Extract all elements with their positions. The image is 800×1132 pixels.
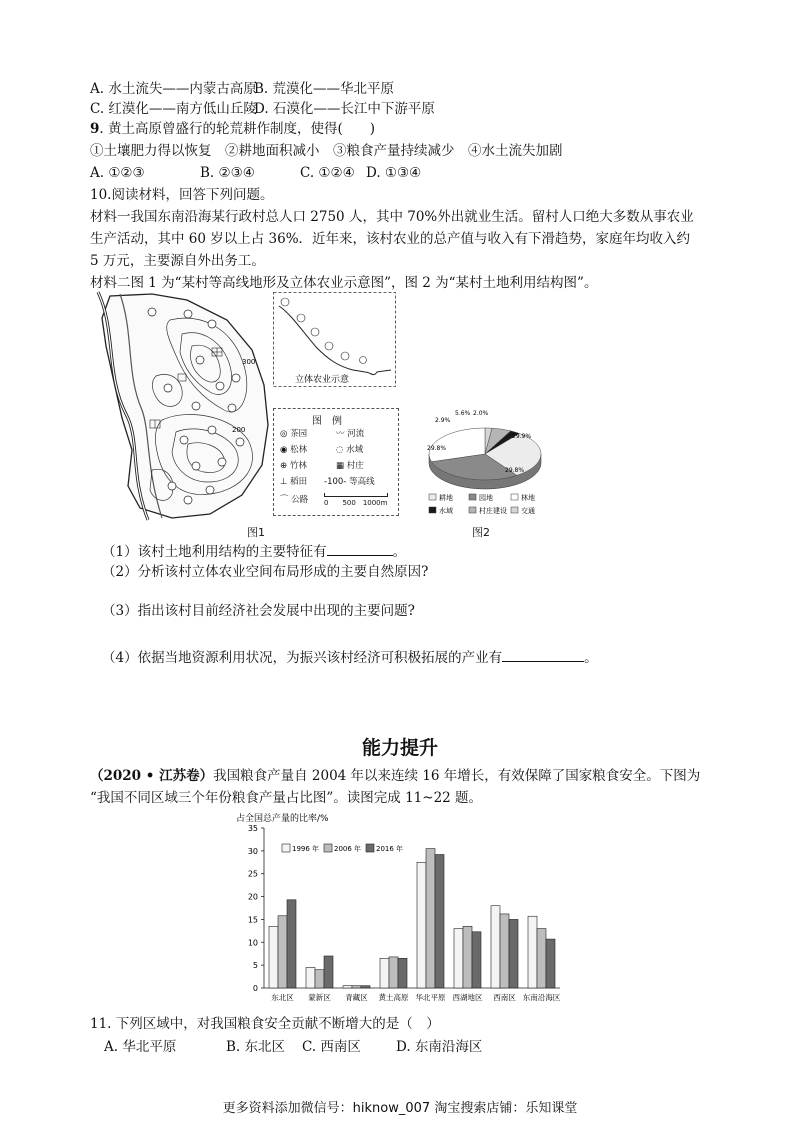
bar-0-0 bbox=[269, 926, 278, 988]
q11-option-a: A. 华北平原 bbox=[104, 1039, 177, 1055]
legend-item-paddy: ⊥ 稻田 bbox=[280, 477, 308, 487]
tea-garden-icon: ◎ bbox=[280, 429, 288, 439]
bamboo-icon: ⊕ bbox=[280, 461, 288, 471]
q8-option-d: D. 石漠化——长江中下游平原 bbox=[254, 101, 435, 117]
pie-legend bbox=[429, 493, 535, 515]
figure1-inset-3d-agriculture bbox=[273, 292, 396, 387]
q9-stem-text: . 黄土高原曾盛行的轮荒耕作制度，使得( ) bbox=[99, 121, 376, 137]
paddy-icon: ⊥ bbox=[280, 477, 288, 487]
pie-legend-swatch-2 bbox=[511, 494, 518, 500]
q8-option-a: A. 水土流失——内蒙古高原 bbox=[90, 81, 257, 97]
q10-sub4-text: （4）依据当地资源利用状况，为振兴该村经济可积极拓展的产业有 bbox=[102, 650, 503, 666]
contour-label-300: 300 bbox=[242, 358, 256, 366]
bar-0-2 bbox=[287, 900, 296, 988]
legend-item-bamboo: ⊕ 竹林 bbox=[280, 461, 307, 471]
q9-option-b: B. ②③④ bbox=[200, 165, 255, 181]
pie-legend-label-0: 耕地 bbox=[439, 494, 453, 502]
q11-stem: 11. 下列区域中，对我国粮食安全贡献不断增大的是（ ） bbox=[90, 1016, 440, 1032]
bar-3-1 bbox=[389, 957, 398, 988]
pie-value-label-0: 29.9% bbox=[512, 433, 532, 440]
water-icon: ◌ bbox=[336, 445, 344, 455]
legend-item-water: ◌ 水域 bbox=[336, 445, 364, 455]
legend-item-road: ⌒ 公路 bbox=[280, 495, 309, 505]
intro-source: （2020 • 江苏卷） bbox=[90, 768, 214, 784]
legend-swatch-2 bbox=[366, 844, 374, 852]
pie-value-label-3: 2.9% bbox=[435, 417, 451, 424]
pie-value-label-2: 29.8% bbox=[427, 445, 447, 452]
pie-legend-label-4: 村庄建设 bbox=[479, 507, 507, 515]
y-tick-label-7: 35 bbox=[247, 824, 258, 833]
legend-item-contour: -100- 等高线 bbox=[324, 477, 375, 487]
y-tick-label-6: 30 bbox=[247, 846, 258, 856]
bar-1-2 bbox=[324, 956, 333, 988]
bar-7-2 bbox=[546, 939, 555, 988]
bar-4-2 bbox=[435, 855, 444, 988]
village-boundary bbox=[102, 294, 268, 518]
bar-3-0 bbox=[380, 958, 389, 988]
answer-blank-1[interactable] bbox=[327, 541, 393, 556]
legend-item-pine: ◉ 松林 bbox=[280, 445, 308, 455]
x-tick-label-4: 华北平原 bbox=[415, 993, 446, 1002]
q10-sub1-text: （1）该村土地利用结构的主要特征有 bbox=[102, 544, 327, 560]
intro-text-1: 我国粮食产量自 2004 年以来连续 16 年增长，有效保障了国家粮食安全。下图为 bbox=[213, 768, 701, 784]
q8-option-c: C. 红漠化——南方低山丘陵 bbox=[90, 101, 257, 117]
q10-stem: 10.阅读材料，回答下列问题。 bbox=[90, 187, 274, 203]
river-icon: 〰 bbox=[336, 429, 345, 439]
legend-title: 图 例 bbox=[312, 416, 342, 427]
contour-sample: -100- bbox=[324, 477, 347, 487]
section-intro-line1 bbox=[90, 767, 700, 785]
q9-number: 9 bbox=[90, 121, 100, 137]
q9-option-d: D. ①③④ bbox=[366, 165, 422, 181]
q10-sub1 bbox=[102, 541, 406, 561]
figure2-caption: 图2 bbox=[472, 526, 490, 539]
page-footer: 更多资料添加微信号：hiknow_007 淘宝搜索店铺：乐知课堂 bbox=[222, 1101, 578, 1116]
figure1-legend bbox=[273, 408, 399, 516]
bar-3-2 bbox=[398, 958, 407, 988]
bar-4-1 bbox=[426, 849, 435, 988]
y-tick-label-3: 15 bbox=[247, 915, 258, 925]
chart-y-label: 占全国总产量的比率/% bbox=[236, 814, 329, 824]
x-tick-label-6: 西南区 bbox=[493, 993, 516, 1002]
q9-option-c: C. ①②④ bbox=[300, 165, 355, 181]
legend-item-tea: ◎ 茶园 bbox=[280, 429, 308, 439]
bar-7-0 bbox=[528, 916, 537, 988]
x-tick-label-3: 黄土高原 bbox=[378, 993, 409, 1002]
contour-label-200: 200 bbox=[232, 426, 246, 434]
pie-legend-label-3: 水域 bbox=[439, 507, 453, 515]
pie-legend-label-1: 园地 bbox=[479, 494, 493, 502]
pine-icon: ◉ bbox=[280, 445, 288, 455]
section-intro-line2: “我国不同区域三个年份粮食产量占比图”。读图完成 11~22 题。 bbox=[90, 790, 483, 806]
grain-bar-chart bbox=[232, 810, 572, 1010]
legend-label-1: 2006 年 bbox=[334, 845, 362, 853]
q10-sub2: （2）分析该村立体农业空间布局形成的主要自然原因? bbox=[102, 564, 429, 580]
pie-legend-swatch-3 bbox=[429, 507, 436, 513]
bar-5-0 bbox=[454, 929, 463, 988]
legend-scale-bar bbox=[324, 493, 388, 508]
pie-value-label-1: 29.8% bbox=[505, 467, 525, 474]
bar-1-1 bbox=[315, 970, 324, 988]
bar-6-0 bbox=[491, 906, 500, 988]
legend-swatch-0 bbox=[282, 844, 290, 852]
inset-slope bbox=[279, 306, 391, 375]
x-tick-label-2: 青藏区 bbox=[345, 993, 368, 1002]
pie-legend-swatch-4 bbox=[469, 507, 476, 513]
inset-label: 立体农业示意 bbox=[295, 375, 350, 385]
q11-option-d: D. 东南沿海区 bbox=[396, 1039, 483, 1055]
legend-item-village: ▦ 村庄 bbox=[336, 461, 364, 471]
q9-statements: ①土壤肥力得以恢复 ②耕地面积减小 ③粮食产量持续减少 ④水土流失加剧 bbox=[90, 143, 563, 159]
pie-value-label-5: 2.0% bbox=[473, 410, 489, 417]
q9-stem bbox=[90, 120, 375, 138]
y-tick-label-0: 0 bbox=[252, 984, 258, 993]
figure1-contour-map bbox=[92, 290, 272, 522]
q10-material1-line2: 生产活动，其中 60 岁以上占 36%．近年来，该村农业的总产值与收入有下滑趋势，家庭年均收入约 bbox=[90, 231, 691, 247]
x-tick-label-7: 东南沿海区 bbox=[522, 993, 561, 1002]
q10-material2: 材料二图 1 为“某村等高线地形及立体农业示意图”，图 2 为“某村土地利用结构图”。 bbox=[90, 275, 598, 291]
bar-6-2 bbox=[509, 919, 518, 988]
pie-legend-label-2: 林地 bbox=[521, 494, 535, 502]
answer-blank-4[interactable] bbox=[502, 647, 584, 662]
x-tick-label-1: 蒙新区 bbox=[308, 993, 331, 1002]
q11-option-b: B. 东北区 bbox=[226, 1039, 286, 1055]
q10-material1-line1: 材料一我国东南沿海某行政村总人口 2750 人，其中 70%外出就业生活。留村人口绝大多数从事农业 bbox=[90, 209, 694, 225]
scale-bar-line bbox=[324, 493, 388, 497]
bar-4-0 bbox=[417, 862, 426, 988]
pie-legend-swatch-0 bbox=[429, 494, 436, 500]
bar-7-1 bbox=[537, 929, 546, 988]
figure2-pie-chart bbox=[415, 408, 565, 523]
y-tick-label-2: 10 bbox=[247, 938, 258, 948]
pie-legend-swatch-1 bbox=[469, 494, 476, 500]
bar-2-2 bbox=[361, 986, 370, 988]
pie-legend-swatch-5 bbox=[511, 507, 518, 513]
bar-2-1 bbox=[352, 986, 361, 988]
bar-5-1 bbox=[463, 926, 472, 988]
section-heading: 能力提升 bbox=[361, 737, 438, 759]
chart-legend bbox=[282, 844, 403, 853]
q9-option-a: A. ①②③ bbox=[90, 165, 145, 181]
y-tick-label-5: 25 bbox=[247, 869, 258, 879]
bar-1-0 bbox=[306, 967, 315, 988]
bar-5-2 bbox=[472, 932, 481, 988]
legend-swatch-1 bbox=[324, 844, 332, 852]
legend-label-2: 2016 年 bbox=[376, 845, 404, 853]
q11-option-c: C. 西南区 bbox=[302, 1039, 361, 1055]
pie-legend-label-5: 交通 bbox=[521, 507, 535, 515]
y-tick-label-1: 5 bbox=[252, 961, 258, 971]
scale-bar-label: 0 500 1000m bbox=[324, 499, 388, 507]
chart-bars bbox=[269, 849, 555, 988]
y-tick-label-4: 20 bbox=[247, 892, 258, 902]
q10-sub4-end: 。 bbox=[584, 650, 598, 666]
road-icon: ⌒ bbox=[280, 495, 289, 505]
q10-sub3: （3）指出该村目前经济社会发展中出现的主要问题? bbox=[102, 603, 415, 619]
q10-sub1-end: 。 bbox=[392, 544, 407, 560]
q10-material1-line3: 5 万元，主要源自外出务工。 bbox=[90, 253, 265, 269]
figure1-caption: 图1 bbox=[247, 526, 265, 539]
x-tick-label-5: 西湖地区 bbox=[452, 993, 483, 1002]
bar-0-1 bbox=[278, 916, 287, 988]
legend-label-0: 1996 年 bbox=[292, 845, 320, 853]
bar-6-1 bbox=[500, 914, 509, 988]
q8-option-b: B. 荒漠化——华北平原 bbox=[254, 81, 395, 97]
village-icon: ▦ bbox=[336, 461, 345, 471]
q10-sub4 bbox=[102, 647, 598, 667]
legend-item-river: 〰 河流 bbox=[336, 429, 365, 439]
pie-value-label-4: 5.6% bbox=[455, 410, 471, 417]
x-tick-label-0: 东北区 bbox=[271, 993, 294, 1002]
bar-2-0 bbox=[343, 986, 352, 988]
